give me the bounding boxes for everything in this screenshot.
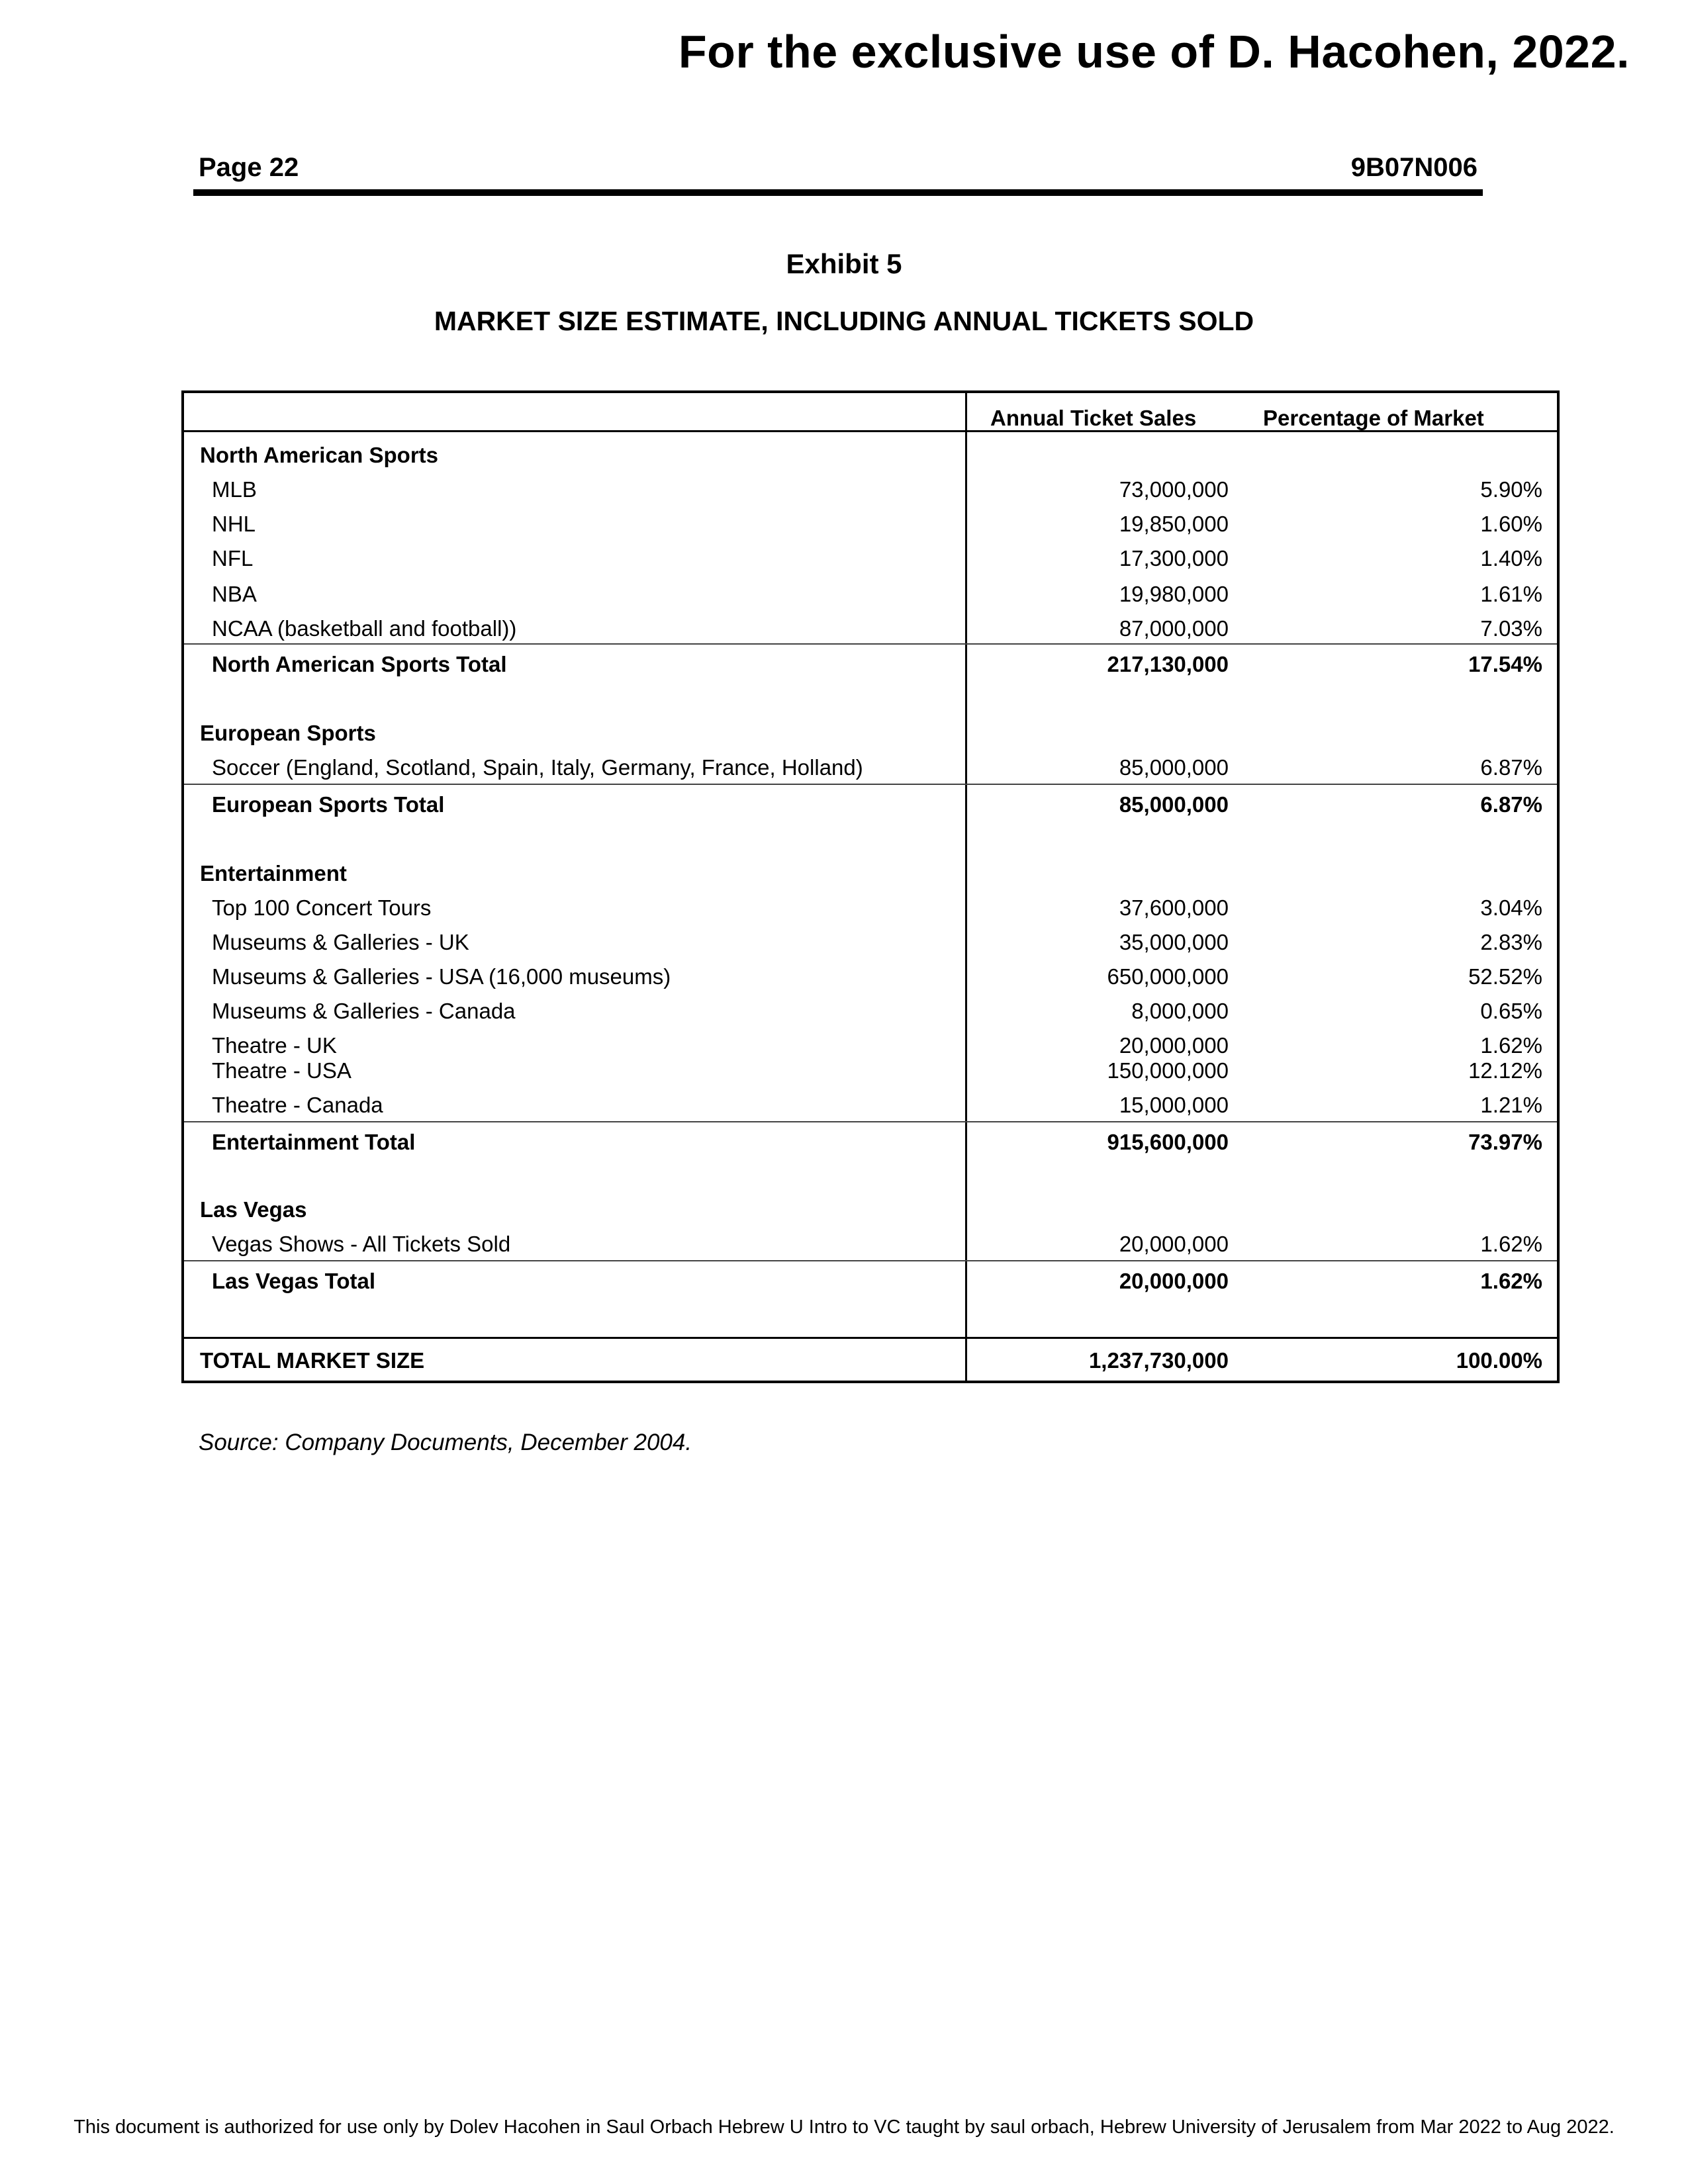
- subtotal-rule: [184, 643, 1557, 645]
- row-pct: 5.90%: [1480, 477, 1542, 502]
- subtotal-rule: [184, 1121, 1557, 1122]
- row-sales: 87,000,000: [1119, 616, 1229, 641]
- row-sales: 20,000,000: [1119, 1232, 1229, 1256]
- exhibit-label: Exhibit 5: [786, 248, 902, 279]
- subtotal-pct: 1.62%: [1480, 1269, 1542, 1293]
- row-sales: 19,980,000: [1119, 582, 1229, 606]
- row-sales: 15,000,000: [1119, 1093, 1229, 1117]
- row-label: Theatre - Canada: [212, 1093, 383, 1117]
- row-label: Theatre - USA: [212, 1058, 352, 1083]
- column-divider: [965, 393, 967, 1381]
- subtotal-sales: 217,130,000: [1107, 652, 1229, 676]
- subtotal-pct: 73.97%: [1468, 1130, 1542, 1154]
- row-pct: 52.52%: [1468, 964, 1542, 989]
- page-number: Page 22: [199, 153, 299, 182]
- market-size-table: [181, 390, 1560, 1383]
- row-pct: 1.60%: [1480, 512, 1542, 536]
- section-heading: Las Vegas: [200, 1197, 307, 1222]
- exclusive-use-watermark: For the exclusive use of D. Hacohen, 2022.: [678, 26, 1630, 77]
- row-sales: 17,300,000: [1119, 546, 1229, 570]
- row-label: Museums & Galleries - Canada: [212, 999, 516, 1023]
- row-pct: 7.03%: [1480, 616, 1542, 641]
- row-label: MLB: [212, 477, 257, 502]
- subtotal-pct: 17.54%: [1468, 652, 1542, 676]
- subtotal-sales: 915,600,000: [1107, 1130, 1229, 1154]
- col-header-percentage: Percentage of Market: [1263, 406, 1484, 430]
- row-label: NHL: [212, 512, 256, 536]
- row-label: Theatre - UK: [212, 1033, 337, 1058]
- subtotal-label: Entertainment Total: [212, 1130, 416, 1154]
- grand-total-sales: 1,237,730,000: [1088, 1348, 1229, 1373]
- row-label: Top 100 Concert Tours: [212, 895, 432, 920]
- subtotal-label: Las Vegas Total: [212, 1269, 375, 1293]
- authorization-footer: This document is authorized for use only by Dolev Hacohen in Saul Orbach Hebrew U Intro to VC taught by saul orbach, Hebrew University of Jerusalem from Mar 2022 to Aug 2022.: [73, 2116, 1615, 2138]
- subtotal-pct: 6.87%: [1480, 792, 1542, 817]
- row-sales: 20,000,000: [1119, 1033, 1229, 1058]
- row-pct: 12.12%: [1468, 1058, 1542, 1083]
- row-pct: 1.62%: [1480, 1232, 1542, 1256]
- row-pct: 1.21%: [1480, 1093, 1542, 1117]
- row-sales: 35,000,000: [1119, 930, 1229, 954]
- grand-total-pct: 100.00%: [1456, 1348, 1542, 1373]
- case-code: 9B07N006: [1350, 153, 1477, 182]
- row-sales: 73,000,000: [1119, 477, 1229, 502]
- subtotal-sales: 20,000,000: [1119, 1269, 1229, 1293]
- row-pct: 1.62%: [1480, 1033, 1542, 1058]
- exhibit-title: MARKET SIZE ESTIMATE, INCLUDING ANNUAL TICKETS SOLD: [434, 306, 1254, 336]
- row-pct: 6.87%: [1480, 755, 1542, 780]
- row-label: Vegas Shows - All Tickets Sold: [212, 1232, 511, 1256]
- row-sales: 150,000,000: [1107, 1058, 1229, 1083]
- col-header-sales: Annual Ticket Sales: [990, 406, 1197, 430]
- subtotal-label: European Sports Total: [212, 792, 445, 817]
- row-sales: 37,600,000: [1119, 895, 1229, 920]
- row-sales: 8,000,000: [1131, 999, 1229, 1023]
- row-label: Museums & Galleries - USA (16,000 museums): [212, 964, 671, 989]
- row-pct: 3.04%: [1480, 895, 1542, 920]
- row-sales: 85,000,000: [1119, 755, 1229, 780]
- row-sales: 19,850,000: [1119, 512, 1229, 536]
- row-label: Museums & Galleries - UK: [212, 930, 469, 954]
- row-sales: 650,000,000: [1107, 964, 1229, 989]
- section-heading: Entertainment: [200, 861, 347, 886]
- section-heading: European Sports: [200, 721, 376, 745]
- subtotal-sales: 85,000,000: [1119, 792, 1229, 817]
- row-pct: 0.65%: [1480, 999, 1542, 1023]
- subtotal-rule: [184, 1260, 1557, 1261]
- subtotal-label: North American Sports Total: [212, 652, 507, 676]
- grand-total-rule: [184, 1337, 1557, 1339]
- row-label: Soccer (England, Scotland, Spain, Italy, Germany, France, Holland): [212, 755, 863, 780]
- section-heading: North American Sports: [200, 443, 439, 467]
- row-pct: 1.61%: [1480, 582, 1542, 606]
- subtotal-rule: [184, 784, 1557, 785]
- row-label: NCAA (basketball and football)): [212, 616, 517, 641]
- row-pct: 1.40%: [1480, 546, 1542, 570]
- source-note: Source: Company Documents, December 2004.: [199, 1430, 692, 1455]
- page-header: [193, 147, 1483, 196]
- header-rule: [184, 430, 1557, 432]
- row-label: NBA: [212, 582, 257, 606]
- row-pct: 2.83%: [1480, 930, 1542, 954]
- row-label: NFL: [212, 546, 254, 570]
- grand-total-label: TOTAL MARKET SIZE: [200, 1348, 425, 1373]
